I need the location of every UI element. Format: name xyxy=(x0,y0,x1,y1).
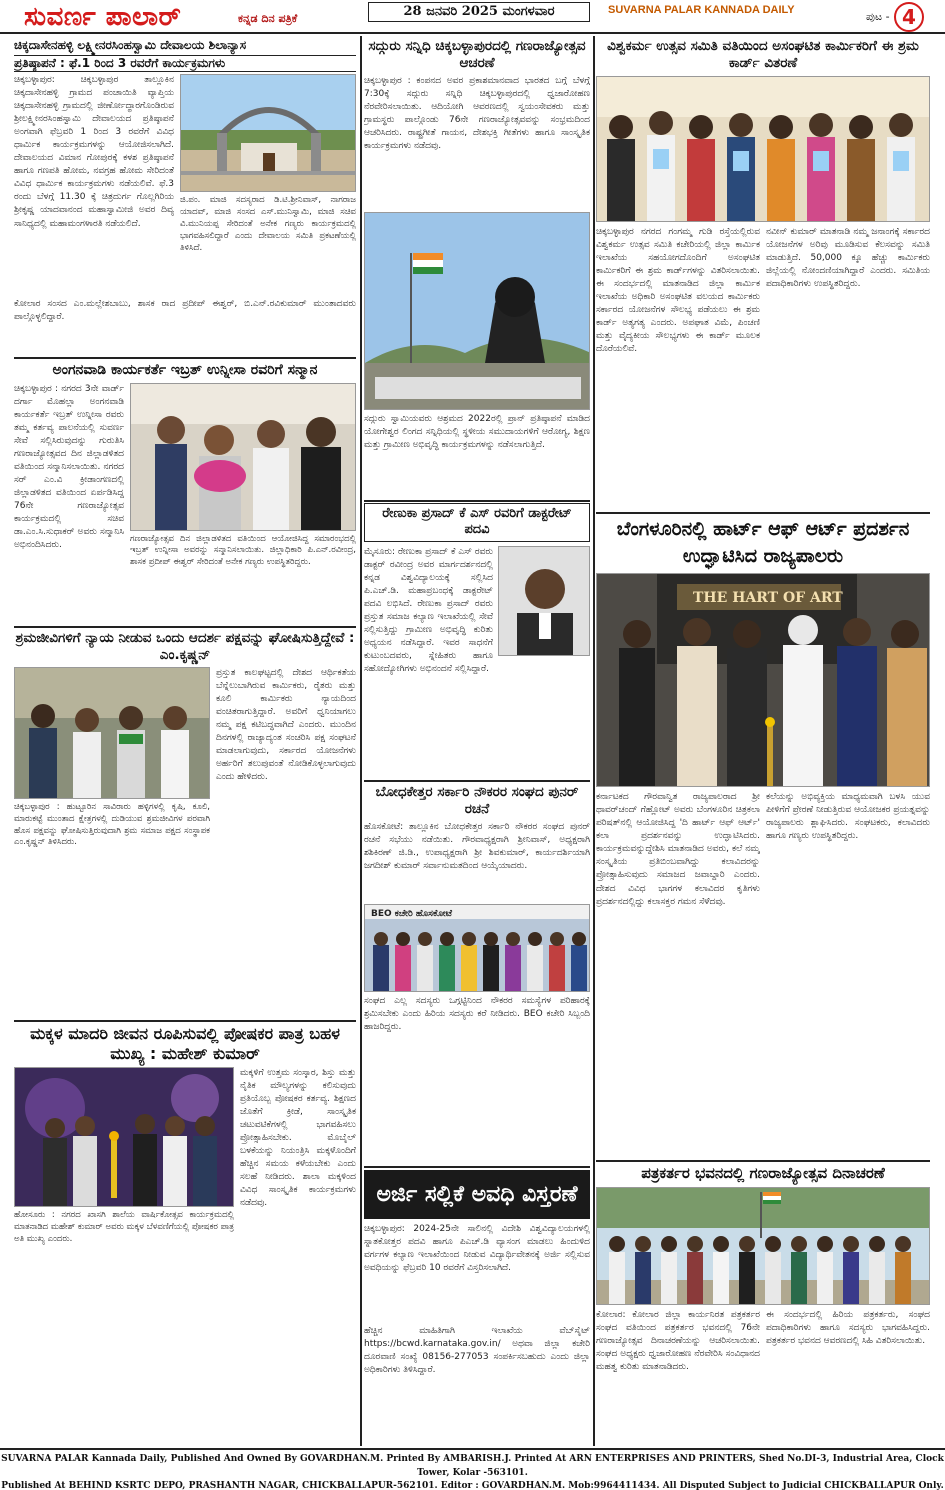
article-subheadline: ಪ್ರತಿಷ್ಠಾಪನೆ : ಫೆ.1 ರಿಂದ 3 ರವರೆಗೆ ಕಾರ್ಯಕ್ರಮಗಳು xyxy=(14,55,356,72)
photo-caption: ಚಿಕ್ಕಬಳ್ಳಾಪುರ : ಹುಟ್ಟೂರಿನ ಸಾವಿರಾರು ಹಳ್ಳಿಗಳಲ್ಲಿ ಕೃಷಿ, ಕೂಲಿ, ಮಾರುಕಟ್ಟೆ ಮುಂತಾದ ಕ್ಷೇತ್ರಗಳಲ್ಲಿ ದುಡಿಯುವ ಶ್ರಮಜೀವಿಗಳ ಪರವಾಗಿ ಹೊಸ ಪಕ್ಷವನ್ನು ಘೋಷಿಸುತ್ತಿರುವುದಾಗಿ ಶ್ರಮ ಸಮಾಜ ಪಕ್ಷದ ಸಂಸ್ಥಾಪಕ ಎಂ.ಕೃಷ್ಣನ್ ತಿಳಿಸಿದರು. xyxy=(14,801,210,848)
article-doctorate xyxy=(364,503,590,779)
portrait-photo xyxy=(498,546,590,656)
article-vishwakarma xyxy=(596,38,930,510)
article-body-continued: ಸಂಘದ ಎಲ್ಲ ಸದಸ್ಯರು ಒಗ್ಗಟ್ಟಿನಿಂದ ನೌಕರರ ಸಮಸ್ಯೆಗಳ ಪರಿಹಾರಕ್ಕೆ ಶ್ರಮಿಸಬೇಕು ಎಂದು ಹಿರಿಯ ಸದಸ್ಯರು ಕರೆ ನೀಡಿದರು. BEO ಕಚೇರಿ ಸಿಬ್ಬಂದಿ ಹಾಜರಿದ್ದರು. xyxy=(364,995,590,1032)
article-body-tail: ಕೋಲಾರ ಸಂಸದ ಎಂ.ಮಲ್ಲೇಶಬಾಬು, ಶಾಸಕ ರಾದ ಪ್ರದೀಪ್ ಈಶ್ವರ್, ಬಿ.ಎನ್.ರವಿಕುಮಾರ್ ಮುಂತಾದವರು ಪಾಲ್ಗೊಳ್ಳಲಿದ್ದಾರೆ. xyxy=(14,299,356,323)
article-headline: ಅರ್ಜಿ ಸಲ್ಲಿಕೆ ಅವಧಿ ವಿಸ್ತರಣೆ xyxy=(364,1170,590,1219)
article-labour-party xyxy=(14,630,356,1018)
imprint-line-1: SUVARNA PALAR Kannada Daily, Published And Owned By GOVARDHAN.M. Printed By AMBARISH.J. Printed At ARN ENTERPRISES AND PRINTERS, Shed No.DI-3, Industrial Area, Clock Tower, Kolar -563101. xyxy=(1,1454,944,1478)
group-photo xyxy=(364,904,590,992)
article-body-continued: ಸದ್ಗುರು ಸ್ವಾಮಿಯವರು ಆಶ್ರಮದ 2022ರಲ್ಲಿ ಪ್ರಾನ್ ಪ್ರತಿಷ್ಠಾಪನೆ ಮಾಡಿದ ಯೋಗೇಶ್ವರ ಲಿಂಗದ ಸನ್ನಿಧಿಯಲ್ಲಿ ಸ್ಥಳೀಯ ಸಮುದಾಯಗಳಿಗೆ ಆರೋಗ್ಯ, ಶಿಕ್ಷಣ ಮತ್ತು ಗ್ರಾಮೀಣ ಅಭಿವೃದ್ಧಿ ಕಾರ್ಯಕ್ರಮಗಳನ್ನು ನಡೆಸಲಾಗುತ್ತಿದೆ. xyxy=(364,413,590,450)
article-body: ಚಿಕ್ಕಬಳ್ಳಾಪುರ: ಚಿಕ್ಕಬಳ್ಳಾಪುರ ತಾಲ್ಲೂಕಿನ ಚಿಕ್ಕದಾಸೇನಹಳ್ಳಿ ಗ್ರಾಮದ ಪಂಚಾಯಿತಿ ವ್ಯಾಪ್ತಿಯ ಚಿಕ್ಕದಾಸೇನಹಳ್ಳಿ ಗ್ರಾಮದಲ್ಲಿ ಜೀರ್ಣೋದ್ಧಾರಗೊಂಡಿರುವ ಶ್ರೀಲಕ್ಷ್ಮೀನರಸಿಂಹಸ್ವಾಮಿ ದೇವಾಲಯದ ಪ್ರತಿಷ್ಠಾಪನೆ ಅಂಗವಾಗಿ ಫೆಬ್ರವರಿ 1 ರಿಂದ 3 ರವರೆಗೆ ವಿವಿಧ ಧಾರ್ಮಿಕ ಕಾರ್ಯಕ್ರಮಗಳನ್ನು ಆಯೋಜಿಸಲಾಗಿದೆ. ದೇವಾಲಯದ ವಿಮಾನ ಗೋಪುರಕ್ಕೆ ಕಳಶ ಪ್ರತಿಷ್ಠಾಪನೆ ಹಾಗೂ ಗಣಪತಿ ಹೋಮ, ನವಗ್ರಹ ಹೋಮ ಸೇರಿದಂತೆ ವಿವಿಧ ಧಾರ್ಮಿಕ ಕಾರ್ಯಕ್ರಮಗಳು ನಡೆಯಲಿವೆ. ಫೆ.3 ರಂದು ಬೆಳಗ್ಗೆ 11.30 ಕ್ಕೆ ಚಿತ್ರದುರ್ಗ ಗೊಲ್ಲಗಿರಿಯ ಶ್ರೀಕೃಷ್ಣ ಯಾದವಾನಂದ ಮಹಾಸ್ವಾಮೀಜಿ ಅವರ ದಿವ್ಯ ಸಾನಿಧ್ಯದಲ್ಲಿ ಮಹಾಮಂಗಳಾರತಿ ನಡೆಯಲಿದೆ. xyxy=(14,75,174,229)
article-body-continued: ಕಲೆಯನ್ನು ಅಭಿವ್ಯಕ್ತಿಯ ಮಾಧ್ಯಮವಾಗಿ ಬಳಸಿ ಯುವ ಪೀಳಿಗೆಗೆ ಪ್ರೇರಣೆ ನೀಡುತ್ತಿರುವ ಆಯೋಜಕರ ಪ್ರಯತ್ನವನ್ನು ರಾಜ್ಯಪಾಲರು ಶ್ಲಾಘಿಸಿದರು. ಸಂಘಟಕರು, ಕಲಾವಿದರು ಹಾಗೂ ಗಣ್ಯರು ಉಪಸ್ಥಿತರಿದ್ದರು. xyxy=(766,792,930,842)
article-application-extension xyxy=(364,1170,590,1444)
article-body: ಪ್ರಸ್ತುತ ಕಾಲಘಟ್ಟದಲ್ಲಿ ದೇಶದ ಆರ್ಥಿಕತೆಯ ಬೆನ್ನೆಲುಬಾಗಿರುವ ಕಾರ್ಮಿಕರು, ರೈತರು ಮತ್ತು ಕೂಲಿ ಕಾರ್ಮಿಕರು ನ್ಯಾಯದಿಂದ ವಂಚಿತರಾಗುತ್ತಿದ್ದಾರೆ. ಅವರಿಗೆ ಧ್ವನಿಯಾಗಲು ನಮ್ಮ ಪಕ್ಷ ಕಟಿಬದ್ಧವಾಗಿದೆ ಎಂದರು. ಮುಂದಿನ ದಿನಗಳಲ್ಲಿ ರಾಜ್ಯಾದ್ಯಂತ ಸಂಚರಿಸಿ ಪಕ್ಷ ಸಂಘಟನೆ ಮಾಡಲಾಗುವುದು, ಸರ್ಕಾರದ ಯೋಜನೆಗಳು ಅರ್ಹರಿಗೆ ತಲುಪುವಂತೆ ನೋಡಿಕೊಳ್ಳಲಾಗುವುದು ಎಂದು ಹೇಳಿದರು. xyxy=(216,667,356,783)
article-headline: ಸದ್ಗುರು ಸನ್ನಿಧಿ ಚಿಕ್ಕಬಳ್ಳಾಪುರದಲ್ಲಿ ಗಣರಾಜ್ಯೋತ್ಸವ ಆಚರಣೆ xyxy=(368,38,586,71)
press-meet-photo xyxy=(14,667,210,799)
photo-caption: ಗಣರಾಜ್ಯೋತ್ಸವ ದಿನ ಜಿಲ್ಲಾಡಳಿತದ ವತಿಯಿಂದ ಆಯೋಜಿಸಿದ್ದ ಸಮಾರಂಭದಲ್ಲಿ ಇಬ್ರತ್ ಉನ್ನೀಸಾ ಅವರನ್ನು ಸನ್ಮಾನಿಸಲಾಯಿತು. ಜಿಲ್ಲಾಧಿಕಾರಿ ಪಿ.ಎನ್.ರವೀಂದ್ರ, ಶಾಸಕ ಪ್ರದೀಪ್ ಈಶ್ವರ್ ಸೇರಿದಂತೆ ಅನೇಕ ಗಣ್ಯರು ಉಪಸ್ಥಿತರಿದ್ದರು. xyxy=(130,533,356,568)
article-body: ಮಕ್ಕಳಿಗೆ ಉತ್ತಮ ಸಂಸ್ಕಾರ, ಶಿಸ್ತು ಮತ್ತು ನೈತಿಕ ಮೌಲ್ಯಗಳನ್ನು ಕಲಿಸುವುದು ಪ್ರತಿಯೊಬ್ಬ ಪೋಷಕರ ಕರ್ತವ್ಯ. ಶಿಕ್ಷಣದ ಜೊತೆಗೆ ಕ್ರೀಡೆ, ಸಾಂಸ್ಕೃತಿಕ ಚಟುವಟಿಕೆಗಳಲ್ಲಿ ಭಾಗವಹಿಸಲು ಪ್ರೋತ್ಸಾಹಿಸಬೇಕು. ಮೊಬೈಲ್ ಬಳಕೆಯನ್ನು ನಿಯಂತ್ರಿಸಿ ಮಕ್ಕಳೊಂದಿಗೆ ಹೆಚ್ಚಿನ ಸಮಯ ಕಳೆಯಬೇಕು ಎಂದು ಸಲಹೆ ನೀಡಿದರು. ಶಾಲಾ ಮಕ್ಕಳಿಂದ ವಿವಿಧ ಸಾಂಸ್ಕೃತಿಕ ಕಾರ್ಯಕ್ರಮಗಳು ನಡೆದವು. xyxy=(240,1068,356,1209)
banner-text: THE HART OF ART xyxy=(693,590,843,607)
article-divider xyxy=(364,1166,590,1168)
article-body: ಚಿಕ್ಕಬಳ್ಳಾಪುರ ನಗರದ ಗಂಗಮ್ಮ ಗುಡಿ ರಸ್ತೆಯಲ್ಲಿರುವ ವಿಶ್ವಕರ್ಮ ಉತ್ಸವ ಸಮಿತಿ ಕಚೇರಿಯಲ್ಲಿ ಜಿಲ್ಲಾ ಕಾರ್ಮಿಕ ಇಲಾಖೆಯ ಸಹಯೋಗದೊಂದಿಗೆ ಅಸಂಘಟಿತ ಕಾರ್ಮಿಕರಿಗೆ ಈ ಶ್ರಮ ಕಾರ್ಡ್‌ಗಳನ್ನು ವಿತರಿಸಲಾಯಿತು. ಈ ಸಂದರ್ಭದಲ್ಲಿ ಮಾತನಾಡಿದ ಜಿಲ್ಲಾ ಕಾರ್ಮಿಕ ಇಲಾಖೆಯ ಅಧಿಕಾರಿ ಅಸಂಘಟಿತ ವಲಯದ ಕಾರ್ಮಿಕರು ಸರ್ಕಾರದ ಯೋಜನೆಗಳ ಸೌಲಭ್ಯ ಪಡೆಯಲು ಈ ಶ್ರಮ ಕಾರ್ಡ್ ಅತ್ಯಗತ್ಯ ಎಂದರು. ಅಪಘಾತ ವಿಮೆ, ಪಿಂಚಣಿ ಮತ್ತು ವೈದ್ಯಕೀಯ ಸೌಲಭ್ಯಗಳು ಈ ಕಾರ್ಡ್ ಮೂಲಕ ದೊರೆಯಲಿವೆ. xyxy=(596,226,760,355)
article-headline: ಪತ್ರಕರ್ತರ ಭವನದಲ್ಲಿ ಗಣರಾಜ್ಯೋತ್ಸವ ದಿನಾಚರಣೆ xyxy=(641,1164,885,1182)
imprint-line-2: Published At BEHIND KSRTC DEPO, PRASHANTH NAGAR, CHICKBALLAPUR-562101. Editor : GOVARDHAN.M. Mob:9964411434. All Disputed Subject to Judicial CHICKBALLAPUR Only. xyxy=(1,1481,944,1490)
article-headline: ಶ್ರಮಜೀವಿಗಳಿಗೆ ನ್ಯಾಯ ನೀಡುವ ಒಂದು ಆದರ್ಶ ಪಕ್ಷವನ್ನು ಘೋಷಿಸುತ್ತಿದ್ದೇವೆ : ಎಂ.ಕೃಷ್ಣನ್ xyxy=(15,630,355,663)
masthead xyxy=(0,0,945,34)
article-divider xyxy=(14,357,356,359)
article-heart-of-art xyxy=(596,516,930,1156)
article-headline: ರೇಣುಕಾ ಪ್ರಸಾದ್ ಕೆ ಎಸ್ ರವರಿಗೆ ಡಾಕ್ಟರೇಟ್ ಪದವಿ xyxy=(364,503,590,542)
page-label: ಪುಟ - xyxy=(866,10,890,23)
article-sadhguru xyxy=(364,38,590,500)
article-headline: ವಿಶ್ವಕರ್ಮ ಉತ್ಸವ ಸಮಿತಿ ವತಿಯಿಂದ ಅಸಂಘಟಿತ ಕಾರ್ಮಿಕರಿಗೆ ಈ ಶ್ರಮ ಕಾರ್ಡ್ ವಿತರಣೆ xyxy=(607,38,919,71)
article-divider xyxy=(364,500,590,502)
school-event-photo xyxy=(14,1067,234,1207)
article-divider xyxy=(14,1020,356,1022)
article-headline: ಮಕ್ಕಳ ಮಾದರಿ ಜೀವನ ರೂಪಿಸುವಲ್ಲಿ ಪೋಷಕರ ಪಾತ್ರ ಬಹಳ ಮುಖ್ಯ : ಮಹೇಶ್ ಕುಮಾರ್ xyxy=(30,1024,340,1063)
article-divider xyxy=(596,1160,930,1162)
column-divider xyxy=(593,36,595,1446)
temple-photo xyxy=(180,74,356,192)
page-number: 4 xyxy=(894,2,924,32)
article-headline: ಬೆಂಗಳೂರಿನಲ್ಲಿ ಹಾರ್ಟ್ ಆಫ್ ಆರ್ಟ್ ಪ್ರದರ್ಶನ ಉದ್ಘಾಟಿಸಿದ ರಾಜ್ಯಪಾಲರು xyxy=(616,518,910,567)
article-body: ಕೋಲಾರ: ಕೋಲಾರ ಜಿಲ್ಲಾ ಕಾರ್ಯನಿರತ ಪತ್ರಕರ್ತರ ಸಂಘದ ವತಿಯಿಂದ ಪತ್ರಕರ್ತರ ಭವನದಲ್ಲಿ 76ನೇ ಗಣರಾಜ್ಯೋತ್ಸವ ದಿನಾಚರಣೆಯನ್ನು ಆಚರಿಸಲಾಯಿತು. ಸಂಘದ ಅಧ್ಯಕ್ಷರು ಧ್ವಜಾರೋಹಣ ನೆರವೇರಿಸಿ ಸಂವಿಧಾನದ ಮಹತ್ವ ಕುರಿತು ಮಾತನಾಡಿದರು. xyxy=(596,1309,760,1372)
article-anganwadi xyxy=(14,362,356,624)
felicitation-photo xyxy=(130,383,356,531)
photo-sign-text: BEO ಕಚೇರಿ ಹೊಸಕೋಟೆ xyxy=(371,908,452,919)
article-divider xyxy=(364,780,590,782)
column-divider xyxy=(360,36,362,1446)
article-body-continued: ಹೆಚ್ಚಿನ ಮಾಹಿತಿಗಾಗಿ ಇಲಾಖೆಯ ವೆಬ್‌ಸೈಟ್ https://bcwd.karnataka.gov.in/ ಅಥವಾ ಜಿಲ್ಲಾ ಕಚೇರಿ ದೂರವಾಣಿ ಸಂಖ್ಯೆ 08156-277053 ಸಂಪರ್ಕಿಸಬಹುದು ಎಂದು ಜಿಲ್ಲಾ ಅಧಿಕಾರಿಗಳು ತಿಳಿಸಿದ್ದಾರೆ. xyxy=(364,1326,590,1376)
article-headline: ಅಂಗನವಾಡಿ ಕಾರ್ಯಕರ್ತೆ ಇಬ್ರತ್ ಉನ್ನೀಸಾ ರವರಿಗೆ ಸನ್ಮಾನ xyxy=(52,362,318,378)
article-staff-union xyxy=(364,784,590,1164)
article-body-continued: ಈ ಸಂದರ್ಭದಲ್ಲಿ ಹಿರಿಯ ಪತ್ರಕರ್ತರು, ಸಂಘದ ಪದಾಧಿಕಾರಿಗಳು ಹಾಗೂ ಸದಸ್ಯರು ಭಾಗವಹಿಸಿದ್ದರು. ಪತ್ರಕರ್ತರ ಭವನದ ಆವರಣದಲ್ಲಿ ಸಿಹಿ ವಿತರಿಸಲಾಯಿತು. xyxy=(766,1309,930,1346)
issue-date: 28 ಜನವರಿ 2025 ಮಂಗಳವಾರ xyxy=(368,2,590,22)
adiyogi-photo xyxy=(364,212,590,410)
article-body: ಮೈಸೂರು: ರೇಣುಕಾ ಪ್ರಸಾದ್ ಕೆ ಎಸ್ ರವರು ಡಾಕ್ಟರ್ ರವೀಂದ್ರ ಅವರ ಮಾರ್ಗದರ್ಶನದಲ್ಲಿ ಕನ್ನಡ ವಿಶ್ವವಿದ್ಯಾಲಯಕ್ಕೆ ಸಲ್ಲಿಸಿದ ಪಿ.ಎಚ್.ಡಿ. ಮಹಾಪ್ರಬಂಧಕ್ಕೆ ಡಾಕ್ಟರೇಟ್ ಪದವಿ ಲಭಿಸಿದೆ. ರೇಣುಕಾ ಪ್ರಸಾದ್ ರವರು ಪ್ರಸ್ತುತ ಸಮಾಜ ಕಲ್ಯಾಣ ಇಲಾಖೆಯಲ್ಲಿ ಸೇವೆ ಸಲ್ಲಿಸುತ್ತಿದ್ದು ಗ್ರಾಮೀಣ ಅಭಿವೃದ್ಧಿ ಕುರಿತು ಅಧ್ಯಯನ ನಡೆಸಿದ್ದಾರೆ. ಇವರ ಸಾಧನೆಗೆ ಕುಟುಂಬದವರು, ಸ್ನೇಹಿತರು ಹಾಗೂ ಸಹೋದ್ಯೋಗಿಗಳು ಅಭಿನಂದನೆ ಸಲ್ಲಿಸಿದ್ದಾರೆ. xyxy=(364,546,493,674)
article-headline: ಚಿಕ್ಕದಾಸೇನಹಳ್ಳಿ ಲಕ್ಷ್ಮೀನರಸಿಂಹಸ್ವಾಮಿ ದೇವಾಲಯ ಶಿಲಾನ್ಯಾಸ xyxy=(14,38,247,52)
card-distribution-photo xyxy=(596,76,930,222)
article-body: ಹೊಸಕೋಟೆ: ತಾಲ್ಲೂಕಿನ ಬೋಧಕೇತ್ತರ ಸರ್ಕಾರಿ ನೌಕರರ ಸಂಘದ ಪುನರ್ ರಚನೆ ಸಭೆಯು ನಡೆಯಿತು. ಗೌರವಾಧ್ಯಕ್ಷರಾಗಿ ಶ್ರೀನಿವಾಸ್, ಅಧ್ಯಕ್ಷರಾಗಿ ಶಶಿಕಿರಣ್ ಜಿ.ಡಿ., ಉಪಾಧ್ಯಕ್ಷರಾಗಿ ಶ್ರೀ ಶಿವಕುಮಾರ್, ಕಾರ್ಯದರ್ಶಿಯಾಗಿ ಜಗದೀಶ್ ಕುಮಾರ್ ಸರ್ವಾನುಮತದಿಂದ ಆಯ್ಕೆಯಾದರು. xyxy=(364,821,590,871)
paper-english-name: SUVARNA PALAR KANNADA DAILY xyxy=(608,4,795,16)
article-temple xyxy=(14,38,356,356)
imprint-footer xyxy=(0,1448,945,1490)
press-club-group-photo xyxy=(596,1187,930,1305)
article-divider xyxy=(596,512,930,514)
exhibition-photo xyxy=(596,573,930,787)
article-body: ಚಿಕ್ಕಬಳ್ಳಾಪುರ: 2024-25ನೇ ಸಾಲಿನಲ್ಲಿ ವಿದೇಶಿ ವಿಶ್ವವಿದ್ಯಾಲಯಗಳಲ್ಲಿ ಸ್ನಾತಕೋತ್ತರ ಪದವಿ ಹಾಗೂ ಪಿಎಚ್.ಡಿ ವ್ಯಾಸಂಗ ಮಾಡಲು ಹಿಂದುಳಿದ ವರ್ಗಗಳ ಕಲ್ಯಾಣ ಇಲಾಖೆಯಿಂದ ನೀಡುವ ವಿದ್ಯಾರ್ಥಿವೇತನಕ್ಕೆ ಅರ್ಜಿ ಸಲ್ಲಿಸುವ ಅವಧಿಯನ್ನು ಫೆಬ್ರವರಿ 10 ರವರೆಗೆ ವಿಸ್ತರಿಸಲಾಗಿದೆ. xyxy=(364,1224,590,1274)
article-body: ಕರ್ನಾಟಕದ ಗೌರವಾನ್ವಿತ ರಾಜ್ಯಪಾಲರಾದ ಶ್ರೀ ಥಾವರ್‌ಚಂದ್ ಗೆಹ್ಲೋಟ್ ಅವರು ಬೆಂಗಳೂರಿನ ಚಿತ್ರಕಲಾ ಪರಿಷತ್‌ನಲ್ಲಿ ಆಯೋಜಿಸಿದ್ದ 'ದಿ ಹಾರ್ಟ್ ಆಫ್ ಆರ್ಟ್' ಕಲಾ ಪ್ರದರ್ಶನವನ್ನು ಉದ್ಘಾಟಿಸಿದರು. ಕಾರ್ಯಕ್ರಮವನ್ನುದ್ದೇಶಿಸಿ ಮಾತನಾಡಿದ ಅವರು, ಕಲೆ ನಮ್ಮ ಸಂಸ್ಕೃತಿಯ ಪ್ರತಿಬಿಂಬವಾಗಿದ್ದು ಕಲಾವಿದರನ್ನು ಪ್ರೋತ್ಸಾಹಿಸುವುದು ಸಮಾಜದ ಜವಾಬ್ದಾರಿ ಎಂದರು. ದೇಶದ ವಿವಿಧ ಭಾಗಗಳ ಕಲಾವಿದರ ಕೃತಿಗಳು ಪ್ರದರ್ಶನದಲ್ಲಿದ್ದು ಕಲಾಸಕ್ತರ ಗಮನ ಸೆಳೆದವು. xyxy=(596,792,760,907)
photo-caption: ಹೋಸೂರು : ನಗರದ ಖಾಸಗಿ ಶಾಲೆಯ ವಾರ್ಷಿಕೋತ್ಸವ ಕಾರ್ಯಕ್ರಮದಲ್ಲಿ ಮಾತನಾಡಿದ ಮಹೇಶ್ ಕುಮಾರ್ ಅವರು ಮಕ್ಕಳ ಬೆಳವಣಿಗೆಯಲ್ಲಿ ಪೋಷಕರ ಪಾತ್ರ ಅತಿ ಮುಖ್ಯ ಎಂದರು. xyxy=(14,1210,234,1244)
article-body-continued: ನವೀನ್ ಕುಮಾರ್ ಮಾತನಾಡಿ ನಮ್ಮ ಜನಾಂಗಕ್ಕೆ ಸರ್ಕಾರದ ಯೋಜನೆಗಳ ಅರಿವು ಮೂಡಿಸುವ ಕೆಲಸವನ್ನು ಸಮಿತಿ ಮಾಡುತ್ತಿದೆ. 50,000 ಕ್ಕೂ ಹೆಚ್ಚು ಕಾರ್ಮಿಕರು ಜಿಲ್ಲೆಯಲ್ಲಿ ನೋಂದಣಿಯಾಗಿದ್ದಾರೆ ಎಂದರು. ಸಮಿತಿಯ ಪದಾಧಿಕಾರಿಗಳು ಉಪಸ್ಥಿತರಿದ್ದರು. xyxy=(766,226,930,289)
article-body: ಚಿಕ್ಕಬಳ್ಳಾಪುರ : ನಗರದ 3ನೇ ವಾರ್ಡ್ ದರ್ಗಾ ಮೊಹಲ್ಲಾ ಅಂಗನವಾಡಿ ಕಾರ್ಯಕರ್ತೆ ಇಬ್ರತ್ ಉನ್ನೀಸಾ ರವರು ತಮ್ಮ ಕರ್ತವ್ಯ ಪಾಲನೆಯಲ್ಲಿ ಸುವರ್ಣ ಸೇವೆ ಸಲ್ಲಿಸಿರುವುದನ್ನು ಗುರುತಿಸಿ ಗಣರಾಜ್ಯೋತ್ಸವದ ದಿನ ಜಿಲ್ಲಾಡಳಿತದ ವತಿಯಿಂದ ಸನ್ಮಾನಿಸಲಾಯಿತು. ನಗರದ ಸರ್ ಎಂ.ವಿ ಕ್ರೀಡಾಂಗಣದಲ್ಲಿ ಜಿಲ್ಲಾಡಳಿತದ ವತಿಯಿಂದ ಏರ್ಪಡಿಸಿದ್ದ 76ನೇ ಗಣರಾಜ್ಯೋತ್ಸವ ಕಾರ್ಯಕ್ರಮದಲ್ಲಿ ಸಚಿವ ಡಾ.ಎಂ.ಸಿ.ಸುಧಾಕರ್ ಅವರು ಸನ್ಮಾನಿಸಿ ಅಭಿನಂದಿಸಿದರು. xyxy=(14,383,124,551)
article-headline: ಬೋಧಕೇತ್ತರ ಸರ್ಕಾರಿ ನೌಕರರ ಸಂಘದ ಪುನರ್ ರಚನೆ xyxy=(375,784,579,817)
logo-tagline: ಕನ್ನಡ ದಿನ ಪತ್ರಿಕೆ xyxy=(238,12,298,25)
photo-caption: ಜಿ.ಪಂ. ಮಾಜಿ ಸದಸ್ಯರಾದ ಡಿ.ಟಿ.ಶ್ರೀನಿವಾಸ್, ನಾಗರಾಜ ಯಾದವ್, ಮಾಜಿ ಸಂಸದ ಎಸ್.ಮುನಿಸ್ವಾಮಿ, ಮಾಜಿ ಸಚಿವ ವಿ.ಮುನಿಯಪ್ಪ ಸೇರಿದಂತೆ ಅನೇಕ ಗಣ್ಯರು ಕಾರ್ಯಕ್ರಮದಲ್ಲಿ ಭಾಗವಹಿಸಲಿದ್ದಾರೆ ಎಂದು ದೇವಾಲಯ ಸಮಿತಿ ಪ್ರಕಟಣೆಯಲ್ಲಿ ತಿಳಿಸಿದೆ. xyxy=(180,195,356,253)
article-parents-role xyxy=(14,1024,356,1444)
article-divider xyxy=(14,626,356,628)
article-press-club xyxy=(596,1164,930,1444)
article-body: ಚಿಕ್ಕಬಳ್ಳಾಪುರ : ಕಂಪನದ ಅವರ ಪ್ರಕಾಶಮಾನವಾದ ಭಾರತದ ಬಗ್ಗೆ ಬೆಳಗ್ಗೆ 7:30ಕ್ಕೆ ಸದ್ಗುರು ಸನ್ನಿಧಿ ಚಿಕ್ಕಬಳ್ಳಾಪುರದಲ್ಲಿ ಧ್ವಜಾರೋಹಣ ನೆರವೇರಿಸಲಾಯಿತು. ಆದಿಯೋಗಿ ಆವರಣದಲ್ಲಿ ಸ್ವಯಂಸೇವಕರು ಮತ್ತು ಗ್ರಾಮಸ್ಥರು ಪಾಲ್ಗೊಂಡು 76ನೇ ಗಣರಾಜ್ಯೋತ್ಸವವನ್ನು ಸಂಭ್ರಮದಿಂದ ಆಚರಿಸಿದರು. ರಾಷ್ಟ್ರಗೀತೆ ಗಾಯನ, ದೇಶಭಕ್ತಿ ಗೀತೆಗಳು ಹಾಗೂ ಸಾಂಸ್ಕೃತಿಕ ಕಾರ್ಯಕ್ರಮಗಳು ನಡೆದವು. xyxy=(364,75,590,151)
newspaper-logo: ಸುವರ್ಣ ಪಾಲಾರ್ xyxy=(24,2,182,32)
